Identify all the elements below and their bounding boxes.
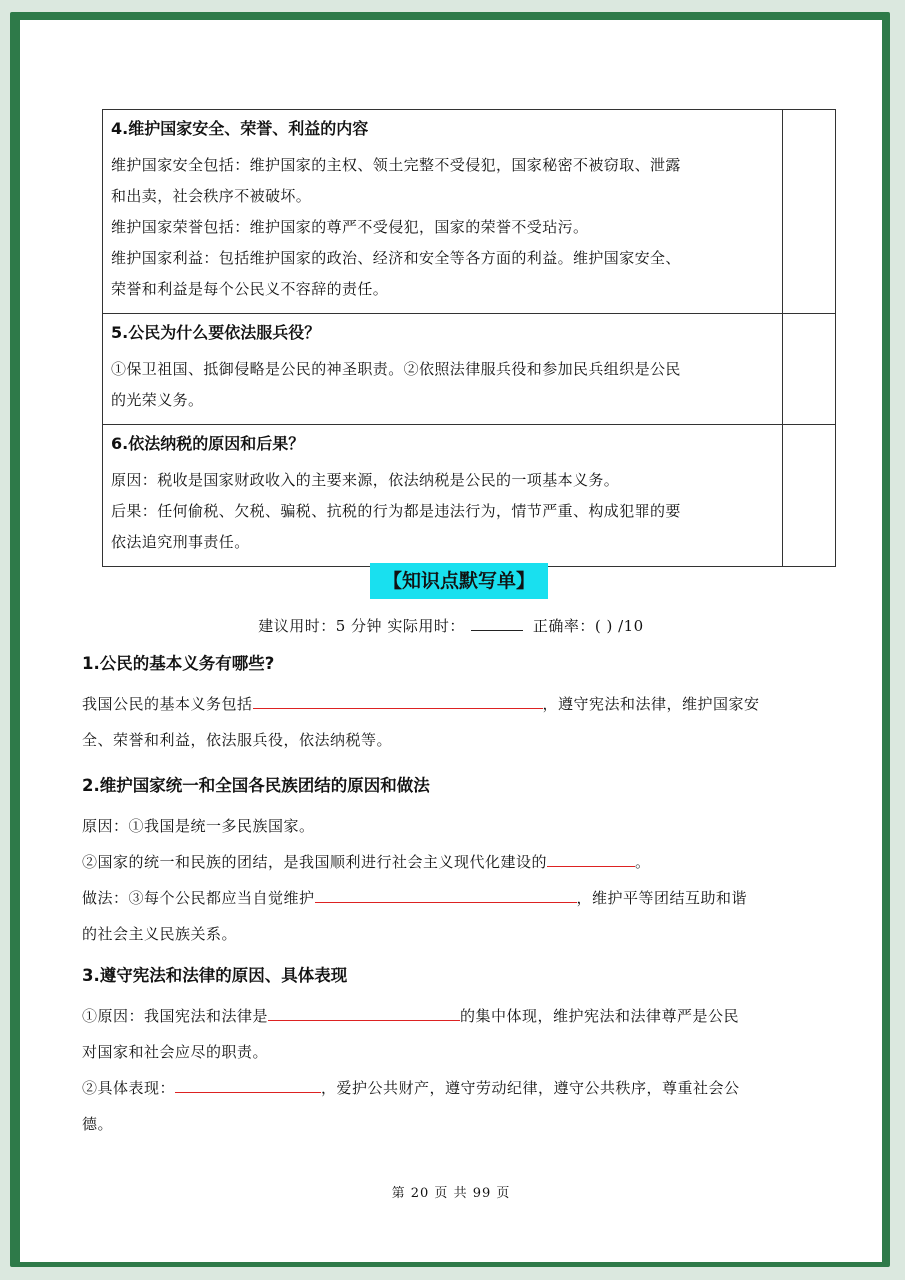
answer-line: 后果：任何偷税、欠税、骗税、抗税的行为都是违法行为，情节严重、构成犯罪的要 <box>111 502 681 520</box>
fill-line <box>82 1070 842 1106</box>
table-cell <box>103 110 783 314</box>
text-segment: 的集中体现，维护宪法和法律尊严是公民 <box>460 1007 740 1025</box>
table-cell <box>103 314 783 425</box>
fill-line <box>82 998 842 1034</box>
answer-line: 和出卖，社会秩序不被破坏。 <box>111 187 312 205</box>
text-segment: 做法：③每个公民都应当自觉维护 <box>82 889 315 907</box>
table-row <box>103 110 836 314</box>
text-segment: ②具体表现： <box>82 1079 176 1097</box>
text-segment: 我国公民的基本义务包括 <box>82 695 253 713</box>
text-segment: ，维护平等团结互助和谐 <box>576 889 748 907</box>
fill-line <box>82 880 842 916</box>
table-cell <box>103 425 783 567</box>
dictation-section-1 <box>82 652 842 758</box>
actual-time-blank[interactable] <box>471 615 523 631</box>
question-title: 5.公民为什么要依法服兵役？ <box>111 323 321 342</box>
knowledge-table <box>102 109 836 567</box>
text-segment: ②国家的统一和民族的团结，是我国顺利进行社会主义现代化建设的 <box>82 853 548 871</box>
text-segment: ，遵守宪法和法律，维护国家安 <box>542 695 760 713</box>
text-segment: ，爱护公共财产，遵守劳动纪律，遵守公共秩序，尊重社会公 <box>321 1079 740 1097</box>
fill-blank[interactable] <box>268 1002 460 1021</box>
answer-line: 荣誉和利益是每个公民义不容辞的责任。 <box>111 280 389 298</box>
text-segment: 。 <box>635 853 651 871</box>
section-title: 2.维护国家统一和全国各民族团结的原因和做法 <box>82 776 430 795</box>
time-meta <box>20 614 882 638</box>
fill-line <box>82 844 842 880</box>
table-row <box>103 425 836 567</box>
answer-line: 原因：税收是国家财政收入的主要来源，依法纳税是公民的一项基本义务。 <box>111 471 620 489</box>
suggest-time-label: 建议用时：5 分钟 实际用时： <box>258 617 465 635</box>
fill-blank[interactable] <box>253 690 543 709</box>
fill-blank[interactable] <box>547 848 635 867</box>
fill-blank[interactable] <box>175 1074 321 1093</box>
dictation-section-2 <box>82 774 842 952</box>
check-cell <box>783 314 836 425</box>
question-title: 6.依法纳税的原因和后果？ <box>111 434 305 453</box>
answer-line: 维护国家安全包括：维护国家的主权、领土完整不受侵犯，国家秘密不被窃取、泄露 <box>111 156 681 174</box>
accuracy-label: 正确率：( ) /10 <box>532 617 644 635</box>
check-cell <box>783 425 836 567</box>
check-cell <box>783 110 836 314</box>
section-title: 3.遵守宪法和法律的原因、具体表现 <box>82 966 348 985</box>
answer-line: 维护国家利益：包括维护国家的政治、经济和安全等各方面的利益。维护国家安全、 <box>111 249 681 267</box>
page-number: 第 20 页 共 99 页 <box>391 1186 511 1201</box>
dictation-section-3 <box>82 964 842 1142</box>
fill-line: 原因：①我国是统一多民族国家。 <box>82 817 315 835</box>
fill-line: 德。 <box>82 1115 114 1133</box>
fill-line: 全、荣誉和利益，依法服兵役，依法纳税等。 <box>82 731 393 749</box>
fill-line: 的社会主义民族关系。 <box>82 925 238 943</box>
answer-line: 的光荣义务。 <box>111 391 204 409</box>
fill-blank[interactable] <box>315 884 577 903</box>
answer-line: 依法追究刑事责任。 <box>111 533 250 551</box>
answer-line: 维护国家荣誉包括：维护国家的尊严不受侵犯，国家的荣誉不受玷污。 <box>111 218 589 236</box>
text-segment: ①原因：我国宪法和法律是 <box>82 1007 269 1025</box>
document-page <box>20 20 882 1262</box>
section-title: 1.公民的基本义务有哪些? <box>82 654 275 673</box>
dictation-heading: 【知识点默写单】 <box>370 563 548 599</box>
table-row <box>103 314 836 425</box>
answer-line: ①保卫祖国、抵御侵略是公民的神圣职责。②依照法律服兵役和参加民兵组织是公民 <box>111 360 681 378</box>
fill-line <box>82 686 842 722</box>
fill-line: 对国家和社会应尽的职责。 <box>82 1043 269 1061</box>
question-title: 4.维护国家安全、荣誉、利益的内容 <box>111 119 369 138</box>
